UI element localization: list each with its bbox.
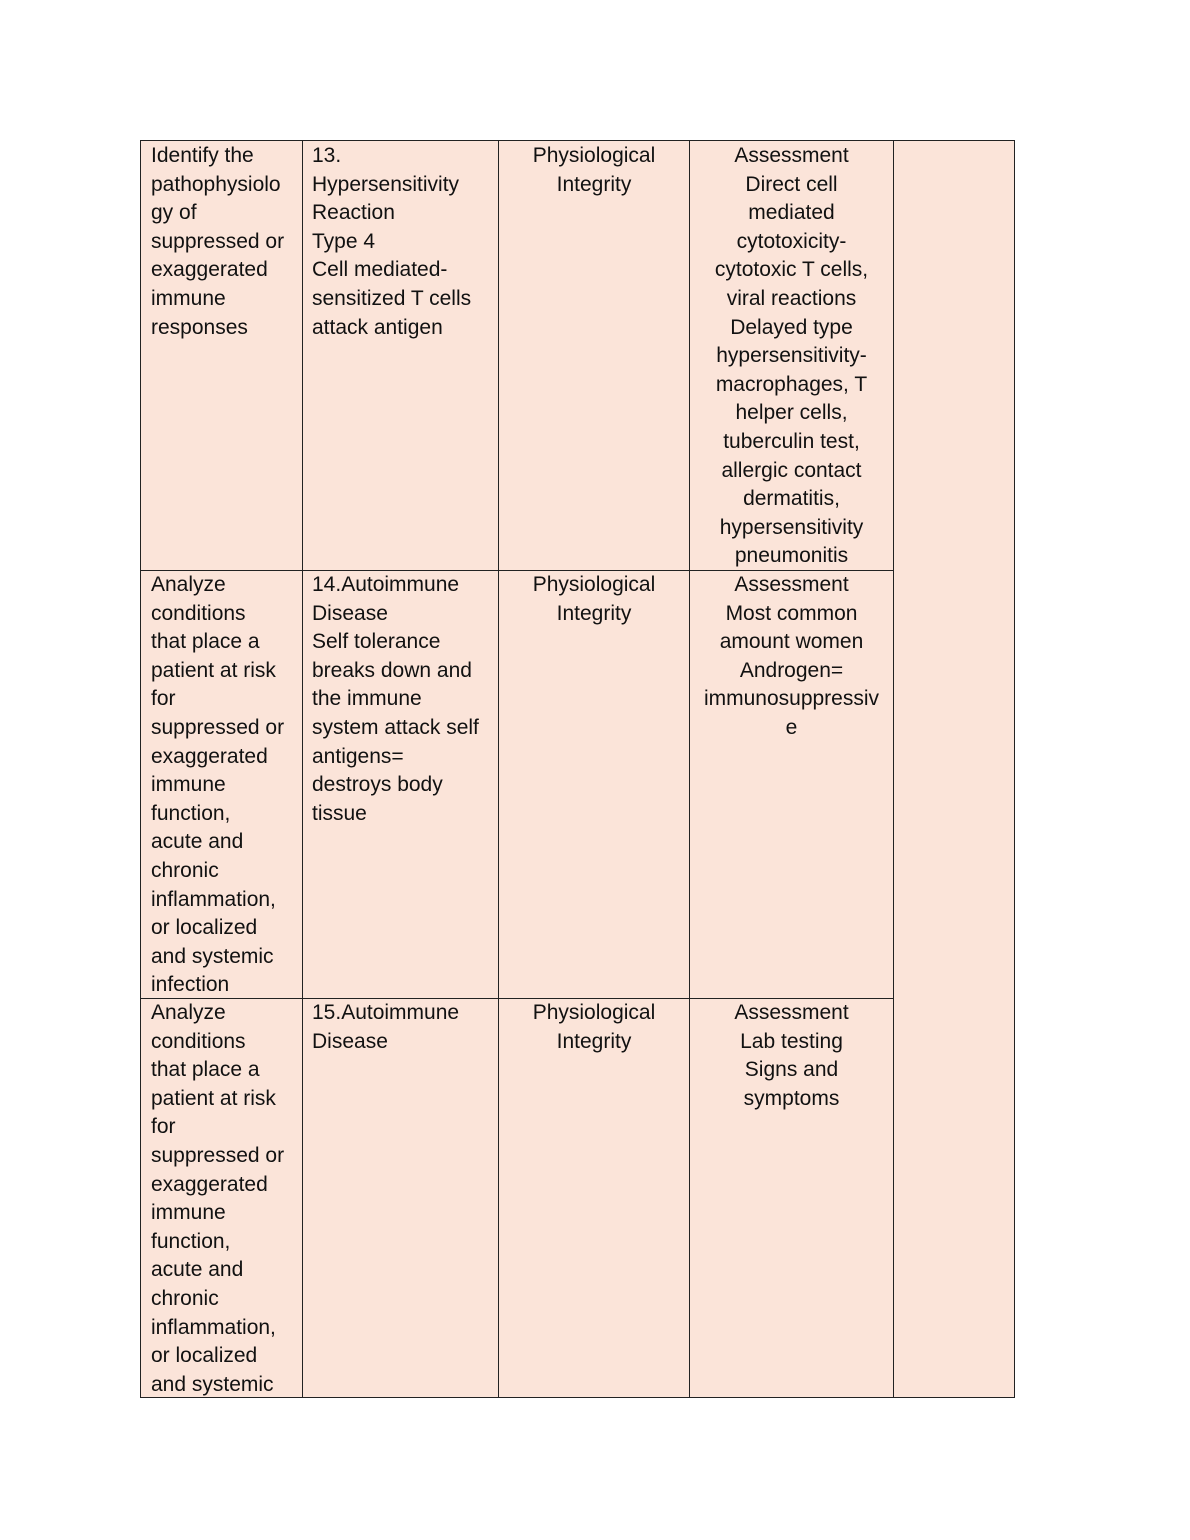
table-cell-notes: Assessment Most common amount women Androgen= immunosuppressiv e — [703, 573, 880, 739]
table-cell-extra — [894, 141, 1014, 1397]
content-table — [140, 140, 1015, 1398]
table-cell-objective: Analyze conditions that place a patient at risk for suppressed or exaggerated immune function, acute and chronic inflammation, or localized and systemic — [151, 1001, 285, 1396]
table-cell-category: Physiological Integrity — [532, 573, 656, 625]
table-cell-notes: Assessment Lab testing Signs and symptoms — [734, 1001, 849, 1110]
table-cell-topic: 15.Autoimmune Disease — [312, 1001, 460, 1053]
table-cell-category: Physiological Integrity — [532, 1001, 656, 1053]
table-cell-notes: Assessment Direct cell mediated cytotoxicity- cytotoxic T cells, viral reactions Delayed type hypersensitivity- macrophages, T helper cells, tuberculin test, allergic contact dermatitis, hypersensitivity pneumonitis — [714, 144, 869, 568]
table-cell-topic: 14.Autoimmune Disease Self tolerance breaks down and the immune system attack self antigens= destroys body tissue — [312, 573, 479, 825]
table-cell-objective: Analyze conditions that place a patient at risk for suppressed or exaggerated immune function, acute and chronic inflammation, or localized and systemic infection — [151, 573, 285, 997]
table-cell-objective: Identify the pathophysiolo gy of suppressed or exaggerated immune responses — [151, 144, 285, 339]
table-cell-topic: 13. Hypersensitivity Reaction Type 4 Cell mediated- sensitized T cells attack antigen — [312, 144, 472, 339]
table-cell-category: Physiological Integrity — [532, 144, 656, 196]
column-divider — [302, 141, 303, 1397]
